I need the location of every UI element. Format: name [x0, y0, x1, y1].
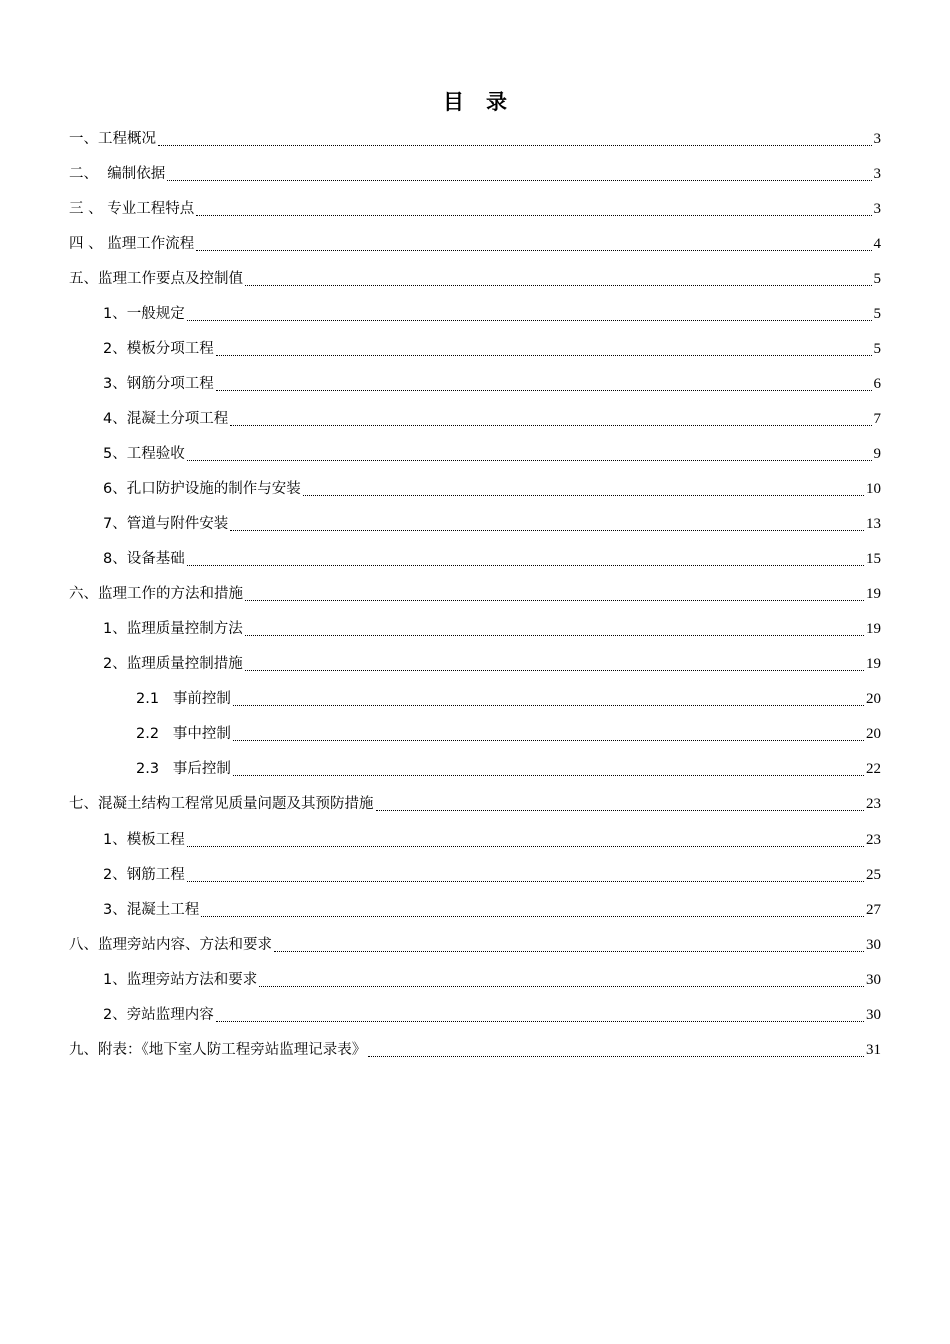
toc-dot-leader	[259, 985, 864, 987]
toc-entry-page-number: 6	[873, 375, 881, 392]
toc-dot-leader	[187, 880, 864, 882]
toc-entry-page-number: 20	[866, 691, 881, 708]
toc-entry-page-number: 9	[873, 445, 881, 462]
toc-entry[interactable]	[136, 682, 881, 717]
toc-entry-page-number: 7	[873, 410, 881, 427]
toc-entry-page-number: 30	[866, 1006, 881, 1023]
toc-dot-leader	[167, 179, 871, 181]
toc-dot-leader	[368, 1055, 864, 1057]
toc-dot-leader	[196, 214, 871, 216]
toc-title: 目录	[443, 89, 529, 114]
toc-dot-leader	[245, 634, 864, 636]
toc-entry-text: 五、监理工作要点及控制值	[69, 270, 243, 287]
toc-entry-text: 7、管道与附件安装	[103, 516, 229, 533]
toc-entry[interactable]	[103, 436, 881, 471]
toc-dot-leader	[216, 389, 872, 391]
toc-dot-leader	[187, 459, 872, 461]
toc-entry[interactable]	[103, 962, 881, 997]
toc-entry-text: 三 、 专业工程特点	[69, 200, 195, 217]
toc-entry[interactable]	[103, 507, 881, 542]
toc-entry[interactable]	[103, 822, 881, 857]
toc-entry-text: 八、监理旁站内容、方法和要求	[69, 936, 272, 953]
toc-dot-leader	[376, 809, 865, 811]
toc-dot-leader	[187, 564, 864, 566]
toc-entry-text: 2.2 事中控制	[136, 726, 231, 743]
toc-entry[interactable]	[103, 401, 881, 436]
toc-dot-leader	[230, 529, 864, 531]
toc-entry-text: 3、混凝土工程	[103, 901, 200, 918]
toc-dot-leader	[196, 249, 871, 251]
toc-entry[interactable]	[103, 472, 881, 507]
toc-entry-page-number: 5	[873, 305, 881, 322]
toc-entry-text: 8、设备基础	[103, 551, 185, 568]
toc-entry[interactable]	[69, 121, 881, 156]
toc-entry-page-number: 30	[866, 971, 881, 988]
toc-dot-leader	[216, 354, 872, 356]
toc-dot-leader	[187, 319, 872, 321]
toc-entry-text: 七、混凝土结构工程常见质量问题及其预防措施	[69, 796, 374, 813]
toc-entry[interactable]	[69, 787, 881, 822]
toc-entry[interactable]	[69, 226, 881, 261]
toc-entry-page-number: 20	[866, 726, 881, 743]
toc-entry[interactable]	[103, 366, 881, 401]
toc-dot-leader	[274, 950, 864, 952]
toc-entry-page-number: 19	[866, 621, 881, 638]
toc-entry-page-number: 19	[866, 656, 881, 673]
toc-entry-text: 九、附表：《地下室人防工程旁站监理记录表》	[69, 1041, 367, 1058]
toc-entry-text: 二、 编制依据	[69, 165, 166, 182]
toc-dot-leader	[187, 845, 864, 847]
toc-entry-text: 1、模板工程	[103, 831, 185, 848]
toc-dot-leader	[233, 704, 864, 706]
toc-entry[interactable]	[103, 612, 881, 647]
toc-entry-text: 1、一般规定	[103, 305, 185, 322]
toc-entry-page-number: 13	[866, 516, 881, 533]
toc-entry-page-number: 31	[866, 1041, 881, 1058]
toc-entry-page-number: 30	[866, 936, 881, 953]
toc-entry-page-number: 4	[873, 235, 881, 252]
toc-dot-leader	[233, 739, 864, 741]
toc-entry-page-number: 10	[866, 481, 881, 497]
toc-entry-text: 2、旁站监理内容	[103, 1006, 214, 1023]
toc-entry-page-number: 5	[873, 340, 881, 357]
toc-entry[interactable]	[103, 331, 881, 366]
toc-entry-page-number: 22	[866, 761, 881, 778]
toc-dot-leader	[303, 494, 864, 496]
toc-entry-page-number: 23	[866, 796, 881, 813]
toc-entry-text: 2.1 事前控制	[136, 691, 231, 708]
toc-entry-text: 6、孔口防护设施的制作与安装	[103, 481, 301, 497]
toc-entry-text: 2、监理质量控制措施	[103, 656, 243, 673]
toc-entry-page-number: 19	[866, 586, 881, 603]
toc-dot-leader	[230, 424, 871, 426]
toc-entry-text: 六、监理工作的方法和措施	[69, 586, 243, 603]
toc-dot-leader	[245, 669, 864, 671]
toc-entry-text: 3、钢筋分项工程	[103, 375, 214, 392]
toc-entry[interactable]	[103, 296, 881, 331]
toc-entry-text: 2、钢筋工程	[103, 866, 185, 883]
toc-entry-text: 一、工程概况	[69, 130, 156, 147]
toc-entry[interactable]	[136, 752, 881, 787]
toc-entry-text: 4、混凝土分项工程	[103, 410, 229, 427]
toc-entry[interactable]	[69, 261, 881, 296]
toc-entry-page-number: 3	[873, 130, 881, 147]
toc-entry[interactable]	[103, 997, 881, 1032]
toc-entry[interactable]	[69, 577, 881, 612]
toc-entry[interactable]	[69, 1032, 881, 1067]
toc-entry-page-number: 15	[866, 551, 881, 568]
toc-entry[interactable]	[136, 717, 881, 752]
toc-entry-page-number: 3	[873, 200, 881, 217]
toc-entry-page-number: 25	[866, 866, 881, 883]
toc-entry-text: 四 、 监理工作流程	[69, 235, 195, 252]
toc-dot-leader	[245, 284, 872, 286]
toc-entry[interactable]	[69, 191, 881, 226]
toc-entry[interactable]	[69, 156, 881, 191]
toc-entry-text: 1、监理旁站方法和要求	[103, 971, 258, 988]
toc-dot-leader	[245, 599, 864, 601]
toc-entry-text: 5、工程验收	[103, 445, 185, 462]
toc-entry[interactable]	[103, 647, 881, 682]
toc-dot-leader	[233, 774, 864, 776]
toc-entry-page-number: 3	[873, 165, 881, 182]
toc-entry[interactable]	[69, 927, 881, 962]
toc-entry-page-number: 5	[873, 270, 881, 287]
toc-entry[interactable]	[103, 892, 881, 927]
toc-entry[interactable]	[103, 542, 881, 577]
toc-dot-leader	[158, 144, 872, 146]
toc-entry-page-number: 23	[866, 831, 881, 848]
toc-entry-text: 2.3 事后控制	[136, 761, 231, 778]
toc-dot-leader	[216, 1020, 864, 1022]
toc-dot-leader	[201, 915, 864, 917]
toc-entry[interactable]	[103, 857, 881, 892]
toc-entry-text: 1、监理质量控制方法	[103, 621, 243, 638]
toc-entry-text: 2、模板分项工程	[103, 340, 214, 357]
toc-entry-page-number: 27	[866, 901, 881, 918]
